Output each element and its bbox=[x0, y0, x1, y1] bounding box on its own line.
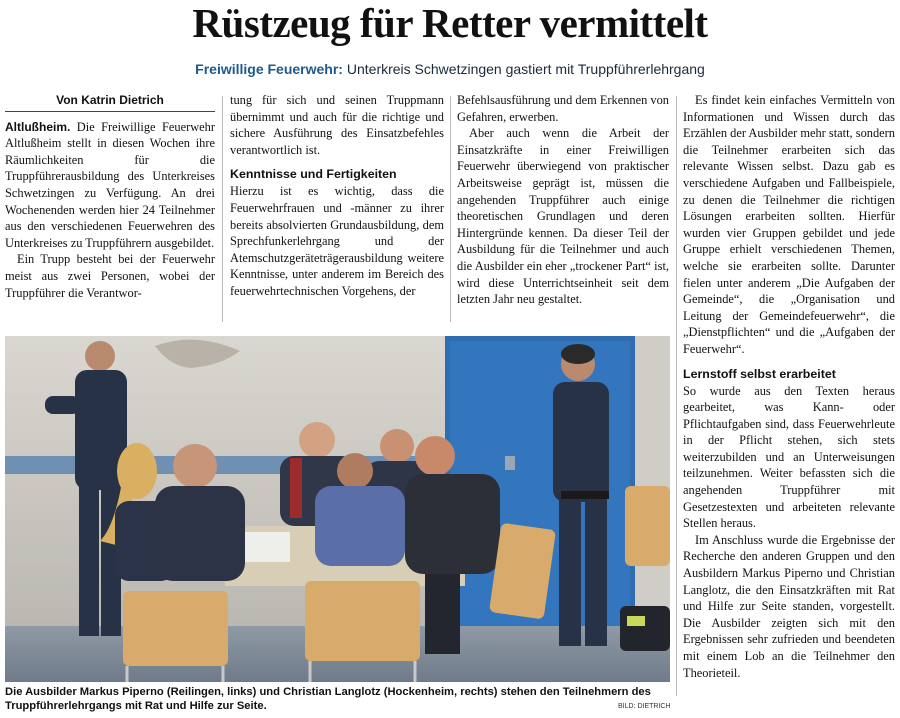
news-photo bbox=[5, 336, 670, 682]
article-column-4 bbox=[683, 92, 895, 681]
article-column-3 bbox=[457, 92, 669, 308]
photo-credit: BILD: DIETRICH bbox=[618, 703, 671, 710]
subheadline-text: Unterkreis Schwetzingen gastiert mit Truppführerlehrgang bbox=[342, 61, 705, 77]
article-column-1 bbox=[5, 92, 215, 301]
paragraph: Befehlsausführung und dem Erkennen von Gefahren, erwerben. bbox=[457, 93, 669, 124]
paragraph-text: Die Freiwillige Feuerwehr Altlußheim stellt in diesen Wochen ihre Räumlichkeiten für die Truppführerausbildung des Unterkreises Schwetzingen zu Verfügung. An drei Wochenenden werden hier 24 Teilnehmer aus den verschiedenen Feuerwehren des Unterkreises zu Truppführern ausgebildet. bbox=[5, 119, 215, 250]
subheadline bbox=[0, 60, 900, 78]
column-divider bbox=[450, 96, 451, 322]
section-heading: Lernstoff selbst erarbeitet bbox=[683, 366, 836, 381]
paragraph: Es findet kein einfaches Vermitteln von Informationen und Wissen durch das Erzählen der Ausbilder mehr statt, sondern die Teilnehmer erarbeiten sich das relevante Wissen selbst. Dazu gab es verschiedene Aufgaben und Fallbeispiele, zu denen die Teilnehmer die richtigen Lösungen erarbeiten sollten. Hierfür wurden vier Gruppen gebildet und jede Gruppe erhielt verschiedenen Themen, welche sie erarbeiten sollte. Darunter fielen unter anderem „Die Aufgaben der Gemeinde“, die „Organisation und Leitung der Gemeindefeuerwehr“, die „Dienstpflichten“ und die „Aufgaben der Feuerwehr“. bbox=[683, 93, 895, 356]
paragraph: Hierzu ist es wichtig, dass die Feuerwehrfrauen und -männer zu ihrer bereits absolvierten Grundausbildung, dem Sprechfunkerlehrgang und der Atemschutzgeräteträgerausbildung weitere Kenntnisse, unter anderem im Bereich des feuerwehrtechnischen Vorgehens, der bbox=[230, 184, 444, 298]
byline: Von Katrin Dietrich bbox=[5, 92, 215, 112]
column-divider bbox=[676, 96, 677, 696]
paragraph: Im Anschluss wurde die Ergebnisse der Recherche den anderen Gruppen und den Ausbildern Markus Piperno und Christian Langlotz, die den Einsatzkräften mit Rat und Hilfe zur Seite standen, vorgestellt. Die Ausbilder zeigten sich mit den Ergebnissen sehr zufrieden und beendeten mit einem Lob an die Teilnehmer den Theorieteil. bbox=[683, 532, 895, 680]
paragraph: Ein Trupp besteht bei der Feuerwehr meist aus zwei Personen, wobei der Truppführer die Verantwor- bbox=[5, 252, 215, 300]
dateline: Altlußheim. bbox=[5, 119, 71, 134]
subheadline-kicker: Freiwillige Feuerwehr: bbox=[195, 61, 343, 77]
photo-caption: Die Ausbilder Markus Piperno (Reilingen, links) und Christian Langlotz (Hockenheim, rechts) stehen den Teilnehmern des Truppführerlehrgangs mit Rat und Hilfe zur Seite. bbox=[5, 686, 651, 712]
headline: Rüstzeug für Retter vermittelt bbox=[192, 0, 708, 46]
paragraph: Aber auch wenn die Arbeit der Einsatzkräfte in einer Freiwilligen Feuerwehr überwiegend von praktischer Arbeitsweise geprägt ist, müssen die angehenden Truppführer auch einige theoretischen Grundlagen und deren Hintergründe kennen. Da dieser Teil der Ausbildung für die Teilnehmer und auch die Ausbilder ein eher „trockener Part“ ist, wird diese Unterrichtseinheit seit dem letzten Jahr neu gestaltet. bbox=[457, 126, 669, 307]
photo-illustration bbox=[5, 336, 670, 682]
paragraph: tung für sich und seinen Truppmann übernimmt und auch für die richtige und sichere Ausführung des Einsatzbefehles verantwortlich ist. bbox=[230, 93, 444, 157]
column-divider bbox=[222, 96, 223, 322]
section-heading: Kenntnisse und Fertigkeiten bbox=[230, 167, 397, 182]
article-column-2 bbox=[230, 92, 444, 300]
paragraph: So wurde aus den Texten heraus gearbeitet, was Kann- oder Pflichtaufgaben sind, dass Feuerwehrleute in der Pflicht stehen, sich stets weiterzubilden und an Unterweisungen teilzunehmen. Weiter befassten sich die angehenden Truppführer mit Gesetzestexten und arbeiteten relevante Stellen heraus. bbox=[683, 383, 895, 531]
paragraph bbox=[5, 119, 215, 252]
